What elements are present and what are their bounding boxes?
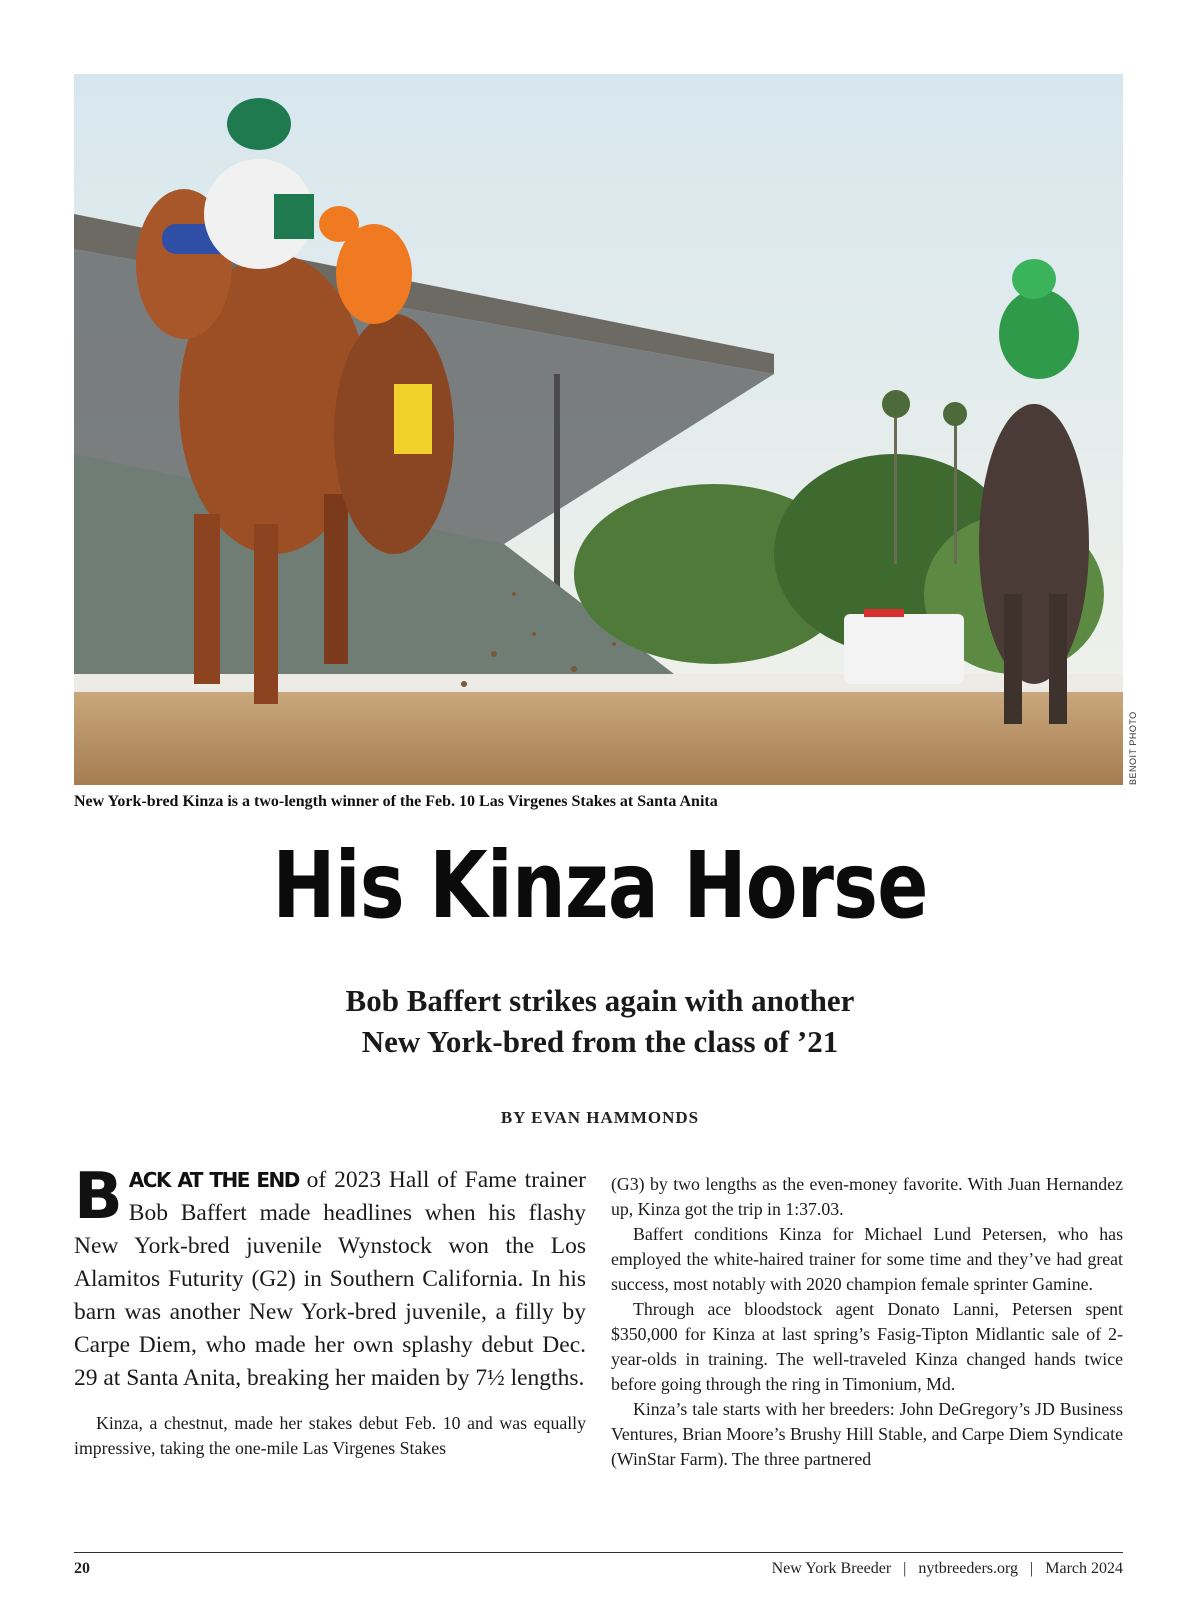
deck-line-2: New York-bred from the class of ’21 (361, 1024, 839, 1059)
lead-text: of 2023 Hall of Fame trainer Bob Baffert made headlines when his flashy New York-bred juvenile Wynstock won the Los Alamitos Futurity (G2) in Southern California. In his barn was another New York-bred juvenile, a filly by Carpe Diem, who made her own splashy debut Dec. 29 at Santa Anita, breaking her maiden by 7½ lengths. (74, 1167, 587, 1391)
paragraph: Through ace bloodstock agent Donato Lanni, Petersen spent $350,000 for Kinza at last spring’s Fasig-Tipton Midlantic sale of 2-year-olds in training. The well-traveled Kinza changed hands twice before going through the ring in Timonium, Md. (611, 1299, 1123, 1394)
issue-date: March 2024 (1045, 1560, 1123, 1577)
drop-cap: B (74, 1160, 123, 1234)
footer-rule (74, 1552, 1123, 1553)
paragraph: Kinza’s tale starts with her breeders: John DeGregory’s JD Business Ventures, Brian Moore’s Brushy Hill Stable, and Carpe Diem Syndicate (WinStar Farm). The three partnered (611, 1399, 1123, 1469)
page-number: 20 (74, 1560, 90, 1577)
paragraph: Kinza, a chestnut, made her stakes debut Feb. 10 and was equally impressive, taking the one-mile Las Virgenes Stakes (74, 1413, 586, 1458)
footer-separator: | (903, 1560, 907, 1577)
byline: BY EVAN HAMMONDS (500, 1108, 700, 1127)
paragraph: Baffert conditions Kinza for Michael Lund Petersen, who has employed the white-haired trainer for some time and they’ve had great success, most notably with 2020 champion female sprinter Gamine. (611, 1224, 1123, 1294)
photo-credit: BENOIT PHOTO (1128, 711, 1138, 785)
deck (0, 980, 1200, 1062)
footer-separator: | (1030, 1560, 1034, 1577)
publication-name: New York Breeder (771, 1560, 892, 1577)
footer-info (772, 1560, 1123, 1578)
lead-in: ACK AT THE END (128, 1168, 299, 1192)
website: nytbreeders.org (918, 1560, 1019, 1577)
paragraph: (G3) by two lengths as the even-money favorite. With Juan Hernandez up, Kinza got the trip in 1:37.03. (611, 1174, 1123, 1219)
article-column-left (74, 1160, 587, 1461)
deck-line-1: Bob Baffert strikes again with another (345, 983, 855, 1018)
headline: His Kinza Horse (272, 832, 928, 939)
photo-caption: New York-bred Kinza is a two-length winner of the Feb. 10 Las Virgenes Stakes at Santa Anita (74, 793, 718, 810)
article-column-right (611, 1172, 1123, 1472)
lead-paragraph (74, 1160, 587, 1395)
hero-photo (74, 74, 1123, 785)
